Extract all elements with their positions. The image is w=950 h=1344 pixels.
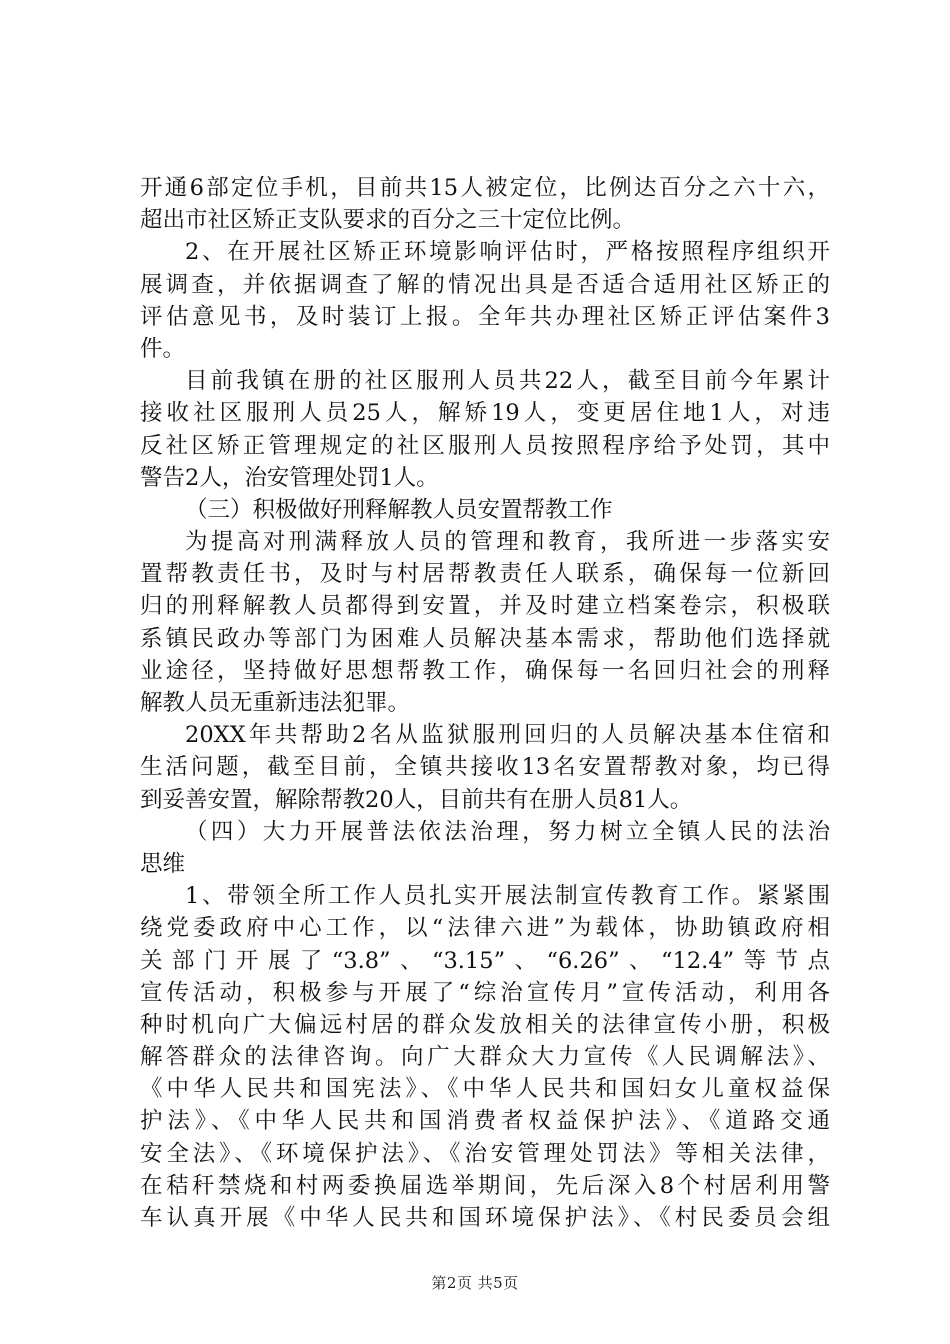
text-line: 解答群众的法律咨询。向广大群众大力宣传《人民调解法》、: [140, 1044, 830, 1071]
paragraph: [140, 719, 830, 816]
text-line: 2、在开展社区矫正环境影响评估时，严格按照程序组织开: [185, 239, 830, 266]
text-line: 种时机向广大偏远村居的群众发放相关的法律宣传小册，积极: [140, 1011, 830, 1038]
heading-text: （四）大力开展普法依法治理，努力树立全镇人民的法治: [185, 818, 830, 845]
page-footer: [0, 1272, 950, 1293]
text-line: 生活问题，截至目前，全镇共接收13名安置帮教对象，均已得: [140, 754, 830, 781]
paragraph: [140, 172, 830, 236]
text-line: 归的刑释解教人员都得到安置，并及时建立档案卷宗，积极联: [140, 593, 830, 620]
page-number: 第2页 共5页: [431, 1274, 519, 1292]
heading-text: 思维: [140, 850, 186, 877]
text-line: 1、带领全所工作人员扎实开展法制宣传教育工作。紧紧围: [185, 883, 830, 910]
text-line: 警告2人，治安管理处罚1人。: [140, 464, 439, 491]
text-line: 宣传活动，积极参与开展了“综治宣传月”宣传活动，利用各: [140, 979, 830, 1006]
text-line: 关部门开展了“3.8”、“3.15”、“6.26”、“12.4”等节点: [140, 947, 830, 974]
text-line: 20XX年共帮助2名从监狱服刑回归的人员解决基本住宿和: [185, 722, 830, 749]
section-heading: [140, 494, 830, 526]
paragraph: [140, 526, 830, 719]
text-line: 到妥善安置，解除帮教20人，目前共有在册人员81人。: [140, 786, 693, 813]
text-line: 安全法》、《环境保护法》、《治安管理处罚法》等相关法律，: [140, 1140, 830, 1167]
text-line: 目前我镇在册的社区服刑人员共22人，截至目前今年累计: [185, 368, 830, 395]
paragraph: [140, 365, 830, 494]
text-line: 为提高对刑满释放人员的管理和教育，我所进一步落实安: [185, 529, 830, 556]
text-line: 超出市社区矫正支队要求的百分之三十定位比例。: [140, 207, 636, 234]
text-line: 开通6部定位手机，目前共15人被定位，比例达百分之六十六，: [140, 175, 830, 201]
text-line: 《中华人民共和国宪法》、《中华人民共和国妇女儿童权益保: [140, 1076, 830, 1103]
text-line: 接收社区服刑人员25人，解矫19人，变更居住地1人，对违: [140, 400, 830, 427]
text-line: 反社区矫正管理规定的社区服刑人员按照程序给予处罚，其中: [140, 432, 830, 459]
heading-text: （三）积极做好刑释解教人员安置帮教工作: [185, 496, 613, 523]
text-line: 置帮教责任书，及时与村居帮教责任人联系，确保每一位新回: [140, 561, 830, 588]
paragraph: [140, 236, 830, 365]
text-line: 绕党委政府中心工作，以“法律六进”为载体，协助镇政府相: [140, 915, 830, 942]
text-line: 在秸秆禁烧和村两委换届选举期间，先后深入8个村居利用警: [140, 1172, 830, 1199]
text-line: 展调查，并依据调查了解的情况出具是否适合适用社区矫正的: [140, 271, 830, 298]
text-line: 解教人员无重新违法犯罪。: [140, 690, 411, 716]
text-line: 车认真开展《中华人民共和国环境保护法》、《村民委员会组: [140, 1205, 830, 1231]
paragraph: [140, 880, 830, 1234]
section-heading: [140, 816, 830, 880]
text-line: 系镇民政办等部门为困难人员解决基本需求，帮助他们选择就: [140, 625, 830, 652]
text-line: 护法》、《中华人民共和国消费者权益保护法》、《道路交通: [140, 1108, 830, 1135]
text-line: 评估意见书，及时装订上报。全年共办理社区矫正评估案件3: [140, 303, 830, 330]
text-line: 业途径，坚持做好思想帮教工作，确保每一名回归社会的刑释: [140, 657, 830, 684]
text-line: 件。: [140, 335, 186, 362]
document-body: [140, 172, 830, 1234]
